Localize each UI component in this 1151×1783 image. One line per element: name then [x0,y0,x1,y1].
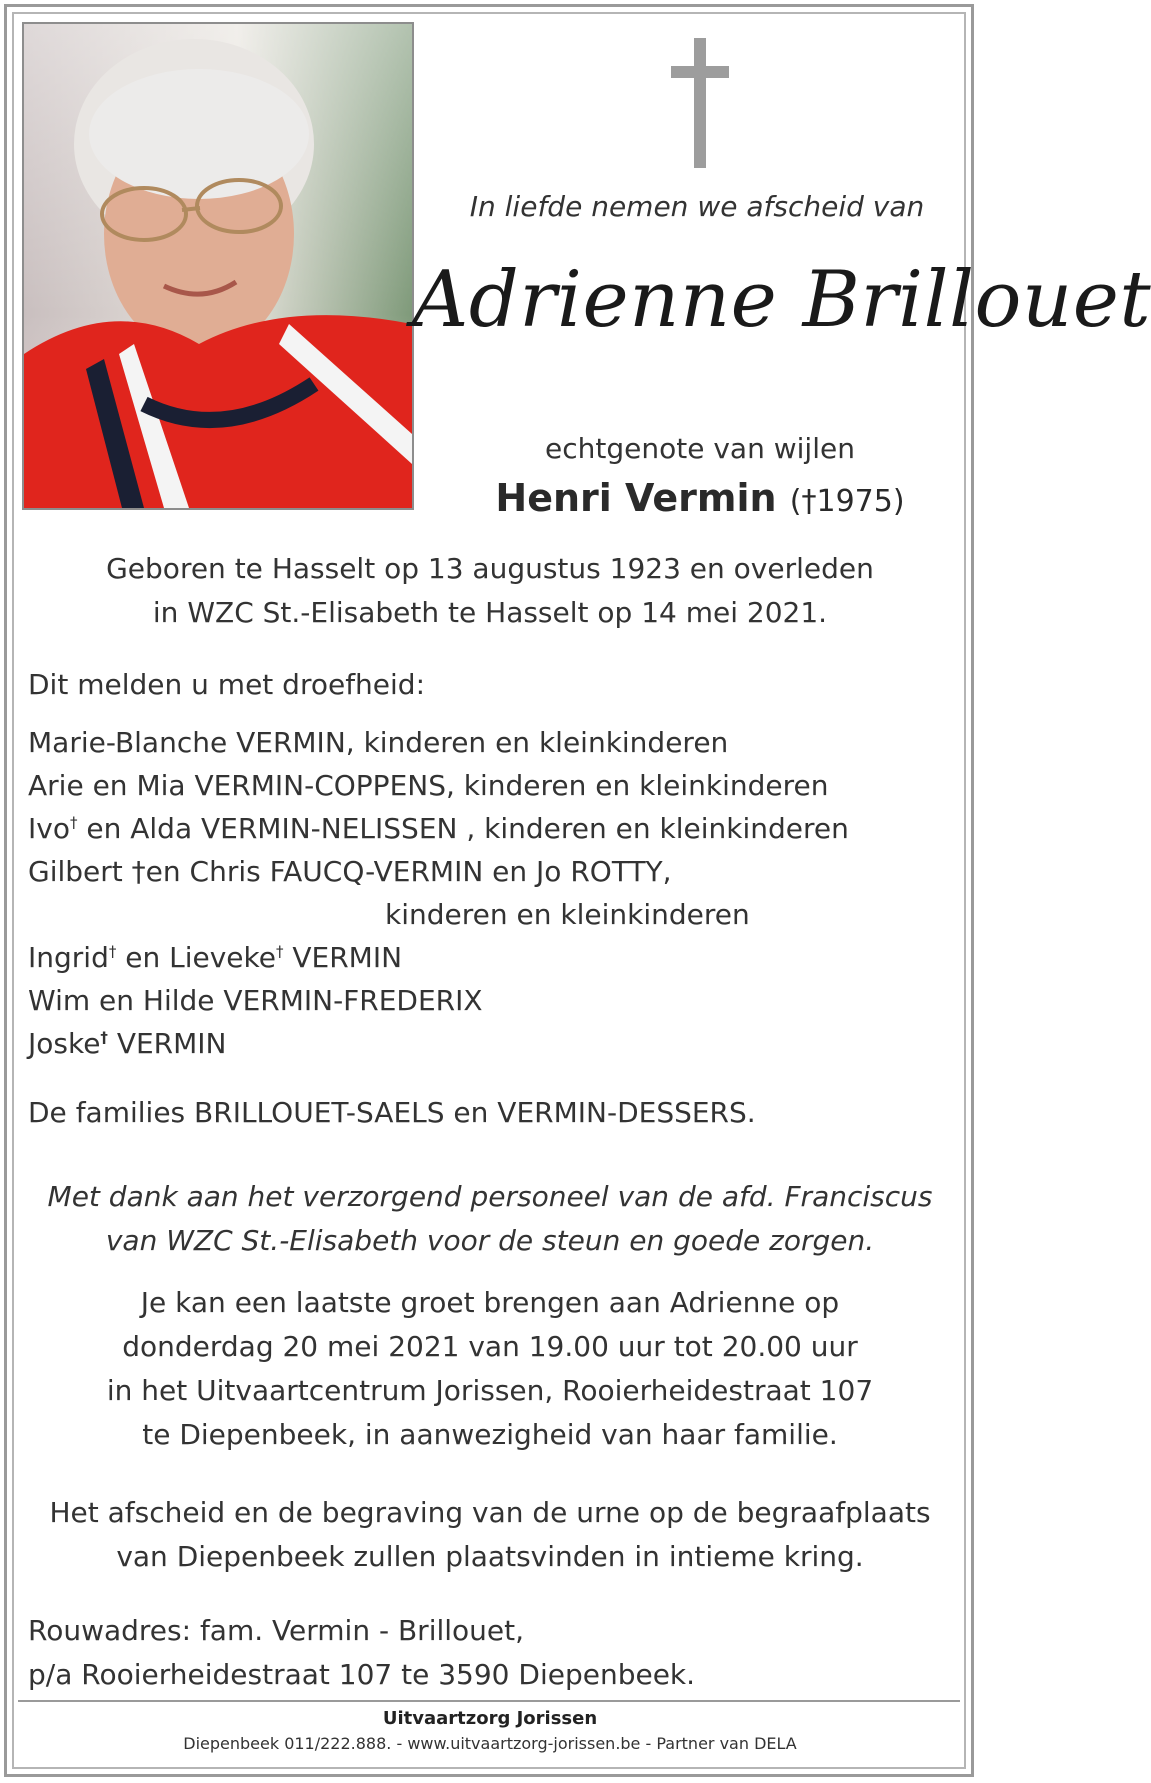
spouse-label: echtgenote van wijlen [545,432,855,465]
visit-line-4: te Diepenbeek, in aanwezigheid van haar familie. [142,1418,838,1451]
burial-line-2: van Diepenbeek zullen plaatsvinden in intieme kring. [116,1540,864,1573]
footer-divider [18,1700,960,1702]
portrait-photo [22,22,414,510]
family-line: Marie-Blanche VERMIN, kinderen en kleinkinderen [28,726,729,759]
birth-line-2: in WZC St.-Elisabeth te Hasselt op 14 mei 2021. [152,596,828,629]
families-line: De families BRILLOUET-SAELS en VERMIN-DESSERS. [28,1096,756,1129]
footer-company: Uitvaartzorg Jorissen [382,1708,598,1729]
spouse-name: Henri Vermin [495,476,777,520]
announce-text: Dit melden u met droefheid: [28,668,426,701]
visit-line-1: Je kan een laatste groet brengen aan Adrienne op [140,1286,840,1319]
address-line-2: p/a Rooierheidestraat 107 te 3590 Diepenbeek. [28,1658,696,1691]
family-line: Wim en Hilde VERMIN-FREDERIX [28,984,483,1017]
address-line-1: Rouwadres: fam. Vermin - Brillouet, [28,1614,525,1647]
thanks-line-1: Met dank aan het verzorgend personeel van de afd. Franciscus [47,1180,933,1213]
visit-line-3: in het Uitvaartcentrum Jorissen, Rooierheidestraat 107 [106,1374,874,1407]
burial-line-1: Het afscheid en de begraving van de urne op de begraafplaats [49,1496,931,1529]
family-line: Gilbert †en Chris FAUCQ-VERMIN en Jo ROTTY, [28,855,672,888]
spouse-death-year: (†1975) [789,484,905,519]
family-line: Arie en Mia VERMIN-COPPENS, kinderen en kleinkinderen [28,769,829,802]
family-line: Ingrid† en Lieveke† VERMIN [28,941,403,974]
footer-contact: Diepenbeek 011/222.888. - www.uitvaartzorg-jorissen.be - Partner van DELA [183,1734,797,1753]
spouse-name-line [430,476,970,520]
cross-icon [671,38,729,168]
family-line: Joske† VERMIN [28,1027,227,1060]
family-line: Ivo† en Alda VERMIN-NELISSEN , kinderen en kleinkinderen [28,812,849,845]
deceased-name: Adrienne Brillouet [412,255,1151,345]
visit-line-2: donderdag 20 mei 2021 van 19.00 uur tot 20.00 uur [122,1330,858,1363]
thanks-line-2: van WZC St.-Elisabeth voor de steun en goede zorgen. [105,1224,875,1257]
birth-line-1: Geboren te Hasselt op 13 augustus 1923 en overleden [106,552,874,585]
intro-text: In liefde nemen we afscheid van [469,190,925,223]
family-line: kinderen en kleinkinderen [385,898,750,931]
